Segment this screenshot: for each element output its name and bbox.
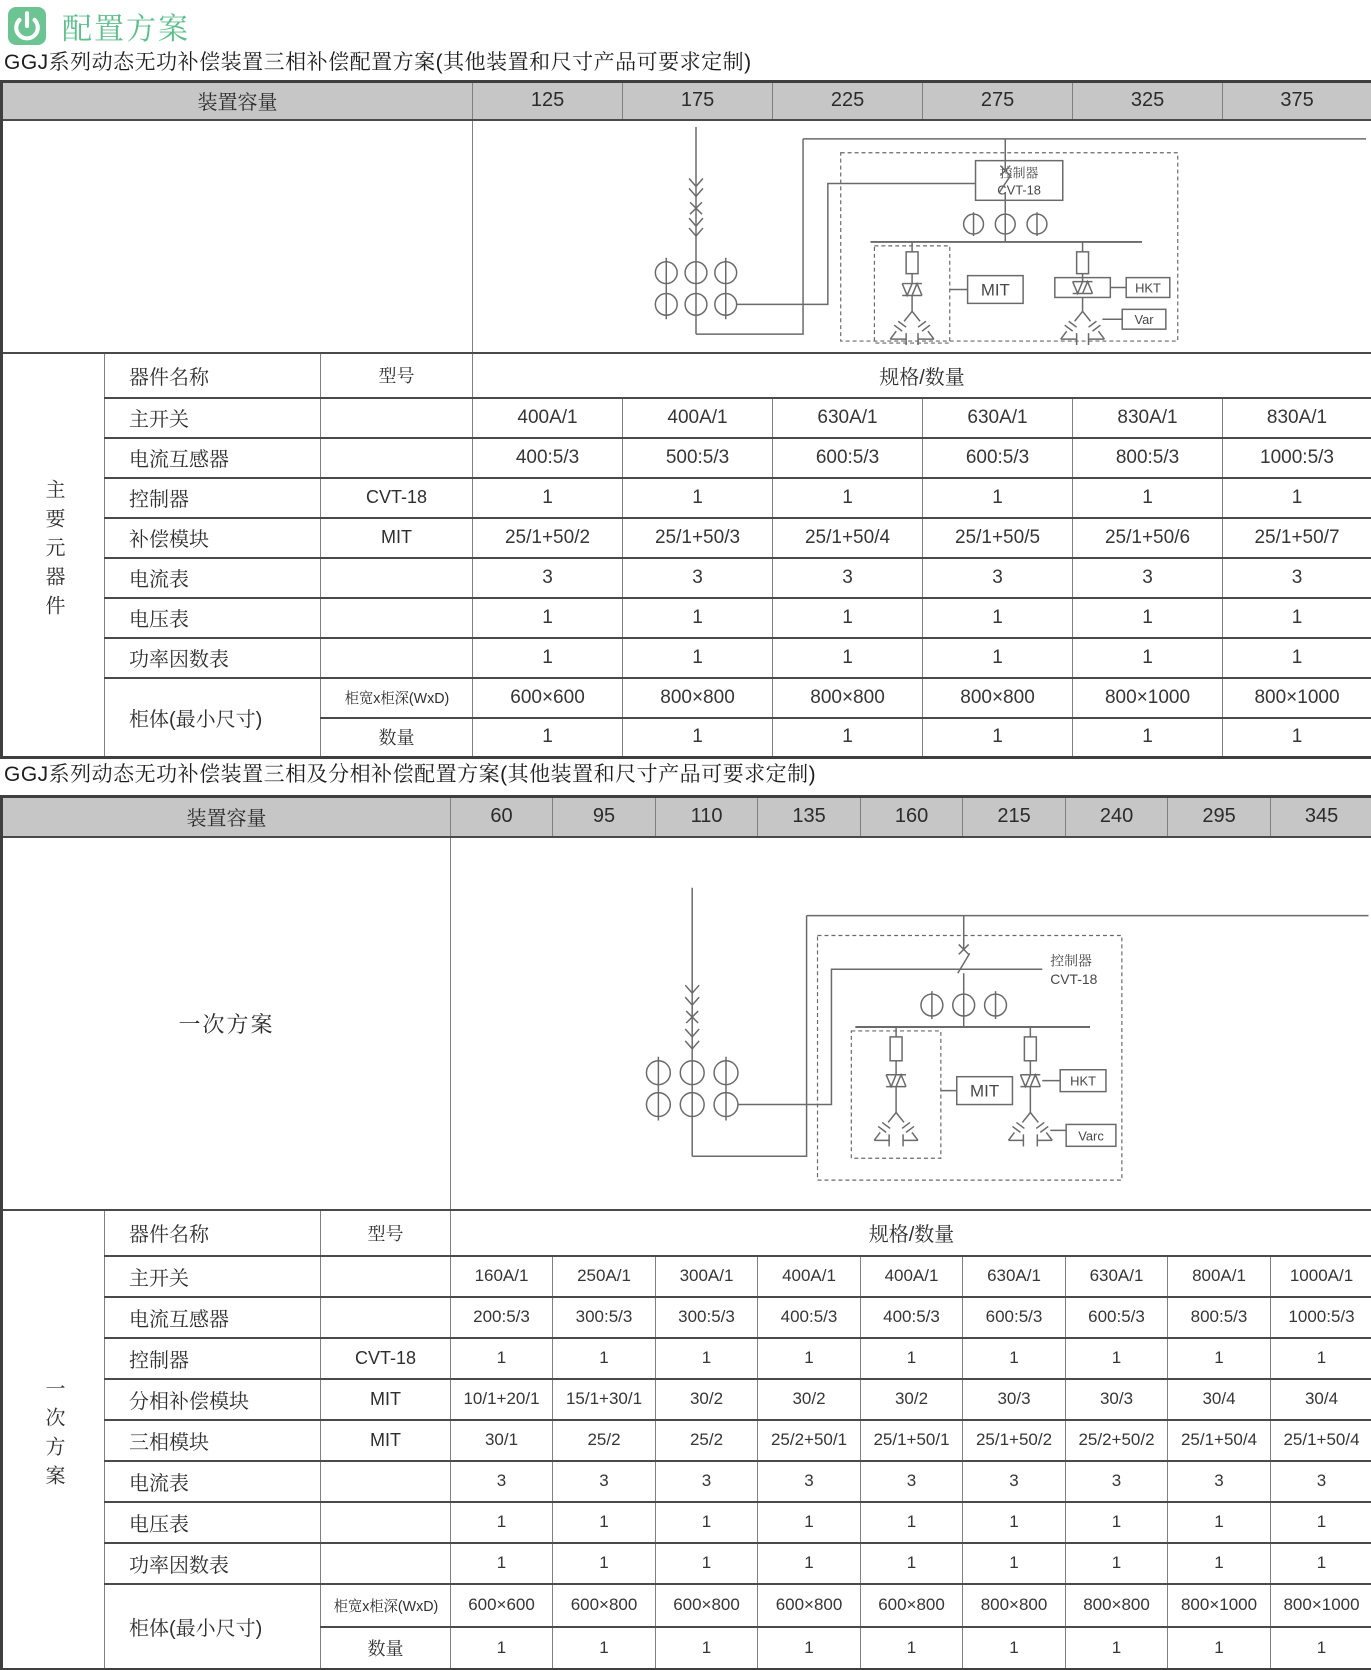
value-cell: 600:5/3 (923, 438, 1073, 478)
value-cell: 1 (861, 1338, 963, 1379)
row-label: 三相模块 (105, 1420, 321, 1461)
row-label: 功率因数表 (105, 638, 321, 678)
cabinet-label: 柜体(最小尺寸) (105, 1584, 321, 1670)
cabinet-size-row (2, 678, 1371, 718)
capacity-cell: 125 (473, 82, 623, 120)
table-row (2, 1338, 1371, 1379)
value-cell: 300A/1 (656, 1256, 758, 1297)
value-cell: 1 (1271, 1627, 1371, 1670)
value-cell: 1 (773, 638, 923, 678)
value-cell: 1 (553, 1502, 656, 1543)
value-cell: 800:5/3 (1073, 438, 1223, 478)
column-header-row (2, 353, 1371, 398)
value-cell: 800×1000 (1223, 678, 1371, 718)
diagram-row (2, 120, 1371, 353)
value-cell: 1 (773, 718, 923, 758)
value-cell: 25/2+50/2 (1066, 1420, 1168, 1461)
cabinet-size-row (2, 1584, 1371, 1627)
value-cell: 3 (758, 1461, 861, 1502)
mit-branch (874, 241, 949, 344)
value-cell: 300:5/3 (656, 1297, 758, 1338)
table-row (2, 1420, 1371, 1461)
row-label: 电流表 (105, 558, 321, 598)
value-cell: 30/1 (451, 1420, 553, 1461)
value-cell: 1 (1066, 1502, 1168, 1543)
capacity-label: 装置容量 (2, 82, 473, 120)
value-cell: 30/2 (861, 1379, 963, 1420)
cabinet-size-label: 柜宽x柜深(WxD) (324, 678, 468, 718)
value-cell: 1 (861, 1627, 963, 1670)
value-cell: 3 (656, 1461, 758, 1502)
value-cell: 25/1+50/1 (861, 1420, 963, 1461)
row-model (321, 398, 473, 438)
value-cell: 400A/1 (758, 1256, 861, 1297)
value-cell: 600:5/3 (773, 438, 923, 478)
value-cell: 1 (1066, 1543, 1168, 1584)
controller-label (1050, 952, 1097, 987)
var-label (1102, 309, 1165, 329)
row-model (321, 558, 473, 598)
row-model (321, 1256, 451, 1297)
model-header: 型号 (321, 353, 473, 398)
value-cell: 1 (473, 638, 623, 678)
value-cell: 800×1000 (1168, 1584, 1271, 1627)
value-cell: 200:5/3 (451, 1297, 553, 1338)
section2-intro: GGJ系列动态无功补偿装置三相及分相补偿配置方案(其他装置和尺寸产品可要求定制) (4, 763, 817, 786)
value-cell: 1 (623, 638, 773, 678)
value-cell: 1 (861, 1502, 963, 1543)
value-cell: 1 (656, 1627, 758, 1670)
value-cell: 1 (553, 1627, 656, 1670)
value-cell: 600×800 (656, 1584, 758, 1627)
table-row (2, 1502, 1371, 1543)
svg-text:MIT: MIT (980, 279, 1010, 299)
value-cell: 1 (1223, 478, 1371, 518)
value-cell: 25/1+50/3 (623, 518, 773, 558)
value-cell: 1 (451, 1502, 553, 1543)
value-cell: 1 (963, 1338, 1066, 1379)
capacity-cell: 375 (1223, 82, 1371, 120)
row-label: 电压表 (105, 598, 321, 638)
row-model (321, 598, 473, 638)
capacity-cell: 110 (656, 797, 758, 837)
value-cell: 600:5/3 (1066, 1297, 1168, 1338)
row-model: MIT (321, 518, 473, 558)
value-cell: 1 (451, 1338, 553, 1379)
value-cell: 1 (473, 598, 623, 638)
value-cell: 800×1000 (1073, 678, 1223, 718)
row-label: 电流互感器 (105, 438, 321, 478)
row-label: 补偿模块 (105, 518, 321, 558)
svg-text:Var: Var (1134, 311, 1154, 327)
value-cell: 1 (758, 1627, 861, 1670)
value-cell: 630A/1 (923, 398, 1073, 438)
table-row (2, 1461, 1371, 1502)
page-header (8, 4, 190, 48)
cabinet-size-label: 柜宽x柜深(WxD) (324, 1584, 448, 1627)
column-header-row (2, 1210, 1371, 1256)
value-cell: 800×800 (623, 678, 773, 718)
value-cell: 800×800 (923, 678, 1073, 718)
diagram-cell (473, 120, 1371, 353)
value-cell: 30/4 (1168, 1379, 1271, 1420)
value-cell: 600×800 (861, 1584, 963, 1627)
value-cell: 30/2 (656, 1379, 758, 1420)
capacity-label: 装置容量 (2, 797, 451, 837)
row-model: CVT-18 (321, 478, 473, 518)
table-row (2, 598, 1371, 638)
value-cell: 1 (1073, 478, 1223, 518)
value-cell: 1 (1073, 718, 1223, 758)
group-label: 主要元器件 (2, 353, 105, 758)
value-cell: 1 (1066, 1338, 1168, 1379)
row-label: 分相补偿模块 (105, 1379, 321, 1420)
value-cell: 630A/1 (963, 1256, 1066, 1297)
cabinet-qty-label: 数量 (321, 718, 473, 758)
value-cell: 1 (923, 638, 1073, 678)
value-cell: 600×600 (473, 678, 623, 718)
table-row (2, 398, 1371, 438)
value-cell: 1 (861, 1543, 963, 1584)
value-cell: 1 (623, 718, 773, 758)
value-cell: 600×800 (758, 1584, 861, 1627)
value-cell: 1 (553, 1543, 656, 1584)
mit-label (950, 275, 1023, 303)
value-cell: 1 (553, 1338, 656, 1379)
value-cell: 3 (963, 1461, 1066, 1502)
value-cell: 25/1+50/2 (473, 518, 623, 558)
value-cell: 400A/1 (861, 1256, 963, 1297)
power-icon (8, 7, 46, 45)
hkt-branch (1008, 1026, 1052, 1145)
value-cell: 1 (473, 718, 623, 758)
value-cell: 1 (1073, 638, 1223, 678)
cabinet-label: 柜体(最小尺寸) (105, 678, 321, 758)
svg-text:MIT: MIT (969, 1081, 999, 1101)
value-cell: 1 (1271, 1502, 1371, 1543)
value-cell: 830A/1 (1223, 398, 1371, 438)
row-model (321, 1297, 451, 1338)
value-cell: 1 (963, 1502, 1066, 1543)
table-row (2, 438, 1371, 478)
value-cell: 1 (923, 478, 1073, 518)
table-row (2, 518, 1371, 558)
value-cell: 400:5/3 (473, 438, 623, 478)
hkt-label (1110, 277, 1169, 297)
capacity-header-row (2, 797, 1371, 837)
row-label: 电流表 (105, 1461, 321, 1502)
value-cell: 25/2 (656, 1420, 758, 1461)
value-cell: 1 (623, 598, 773, 638)
table-row (2, 1379, 1371, 1420)
value-cell: 25/2 (553, 1420, 656, 1461)
value-cell: 1 (1168, 1543, 1271, 1584)
row-label: 电流互感器 (105, 1297, 321, 1338)
name-header: 器件名称 (105, 1210, 321, 1256)
capacity-cell: 175 (623, 82, 773, 120)
varc-label (1050, 1124, 1116, 1146)
row-label: 功率因数表 (105, 1543, 321, 1584)
value-cell: 800×800 (773, 678, 923, 718)
value-cell: 25/1+50/4 (1271, 1420, 1371, 1461)
value-cell: 400A/1 (623, 398, 773, 438)
row-model (321, 1461, 451, 1502)
value-cell: 830A/1 (1073, 398, 1223, 438)
value-cell: 3 (773, 558, 923, 598)
value-cell: 1 (473, 478, 623, 518)
value-cell: 1 (923, 718, 1073, 758)
svg-text:Varc: Varc (1077, 1127, 1104, 1143)
value-cell: 15/1+30/1 (553, 1379, 656, 1420)
diagram-row (2, 837, 1371, 1210)
value-cell: 25/1+50/4 (1168, 1420, 1271, 1461)
value-cell: 1 (773, 598, 923, 638)
group-label: 一次方案 (2, 1210, 105, 1670)
value-cell: 3 (1066, 1461, 1168, 1502)
mit-branch (851, 1026, 941, 1157)
row-model (321, 638, 473, 678)
value-cell: 3 (861, 1461, 963, 1502)
value-cell: 600×600 (451, 1584, 553, 1627)
page-title: 配置方案 (62, 13, 190, 46)
row-model: MIT (321, 1420, 451, 1461)
value-cell: 1 (1168, 1627, 1271, 1670)
value-cell: 3 (1073, 558, 1223, 598)
value-cell: 160A/1 (451, 1256, 553, 1297)
value-cell: 1 (451, 1543, 553, 1584)
value-cell: 1000A/1 (1271, 1256, 1371, 1297)
capacity-cell: 60 (451, 797, 553, 837)
mit-label (940, 1076, 1012, 1104)
value-cell: 1 (1168, 1338, 1271, 1379)
name-header: 器件名称 (105, 353, 321, 398)
value-cell: 800A/1 (1168, 1256, 1271, 1297)
value-cell: 600×800 (553, 1584, 656, 1627)
value-cell: 1 (758, 1543, 861, 1584)
value-cell: 300:5/3 (553, 1297, 656, 1338)
value-cell: 30/3 (963, 1379, 1066, 1420)
cabinet-qty-label: 数量 (321, 1627, 451, 1670)
controller-label (976, 160, 1063, 200)
value-cell: 25/1+50/6 (1073, 518, 1223, 558)
value-cell: 3 (1168, 1461, 1271, 1502)
value-cell: 30/4 (1271, 1379, 1371, 1420)
value-cell: 25/1+50/2 (963, 1420, 1066, 1461)
value-cell: 1 (963, 1543, 1066, 1584)
value-cell: 1 (656, 1543, 758, 1584)
value-cell: 1 (1168, 1502, 1271, 1543)
svg-text:控制器: 控制器 (999, 165, 1039, 180)
value-cell: 25/2+50/1 (758, 1420, 861, 1461)
capacity-cell: 160 (861, 797, 963, 837)
capacity-cell: 295 (1168, 797, 1271, 837)
capacity-cell: 275 (923, 82, 1073, 120)
current-transformers (655, 183, 975, 319)
row-label: 主开关 (105, 1256, 321, 1297)
spec-header: 规格/数量 (451, 1210, 1371, 1256)
row-model: MIT (321, 1379, 451, 1420)
value-cell: 3 (923, 558, 1073, 598)
value-cell: 800:5/3 (1168, 1297, 1271, 1338)
svg-text:HKT: HKT (1135, 279, 1161, 295)
value-cell: 1 (451, 1627, 553, 1670)
value-cell: 1 (773, 478, 923, 518)
svg-text:CVT-18: CVT-18 (1049, 970, 1097, 987)
capacity-header-row (2, 82, 1371, 120)
value-cell: 30/3 (1066, 1379, 1168, 1420)
value-cell: 1 (1223, 638, 1371, 678)
value-cell: 10/1+20/1 (451, 1379, 553, 1420)
value-cell: 1 (656, 1338, 758, 1379)
row-label: 电压表 (105, 1502, 321, 1543)
value-cell: 3 (553, 1461, 656, 1502)
single-line-diagram-1 (473, 121, 1371, 347)
cabinet-dashed-boundary (841, 152, 1178, 340)
value-cell: 3 (451, 1461, 553, 1502)
main-breaker (920, 915, 1006, 1026)
value-cell: 400A/1 (473, 398, 623, 438)
value-cell: 1 (758, 1338, 861, 1379)
value-cell: 30/2 (758, 1379, 861, 1420)
config-table-split-phase (0, 795, 1371, 1670)
capacity-cell: 225 (773, 82, 923, 120)
model-header: 型号 (321, 1210, 451, 1256)
value-cell: 1 (758, 1502, 861, 1543)
single-line-diagram-2 (452, 838, 1371, 1204)
row-model (321, 1543, 451, 1584)
value-cell: 25/1+50/4 (773, 518, 923, 558)
value-cell: 1000:5/3 (1223, 438, 1371, 478)
capacity-cell: 215 (963, 797, 1066, 837)
table-row (2, 478, 1371, 518)
row-label: 主开关 (105, 398, 321, 438)
table-row (2, 1543, 1371, 1584)
incoming-feeder (689, 126, 1366, 333)
row-label: 控制器 (105, 1338, 321, 1379)
value-cell: 500:5/3 (623, 438, 773, 478)
capacity-cell: 95 (553, 797, 656, 837)
diagram-cell (451, 837, 1371, 1210)
row-model (321, 438, 473, 478)
table-row (2, 1256, 1371, 1297)
value-cell: 1 (1223, 598, 1371, 638)
value-cell: 630A/1 (773, 398, 923, 438)
svg-text:HKT: HKT (1069, 1073, 1096, 1089)
value-cell: 3 (1223, 558, 1371, 598)
value-cell: 1 (656, 1502, 758, 1543)
value-cell: 1 (1271, 1338, 1371, 1379)
value-cell: 3 (473, 558, 623, 598)
value-cell: 630A/1 (1066, 1256, 1168, 1297)
value-cell: 1 (923, 598, 1073, 638)
row-label: 控制器 (105, 478, 321, 518)
value-cell: 1 (1223, 718, 1371, 758)
section1-intro: GGJ系列动态无功补偿装置三相补偿配置方案(其他装置和尺寸产品可要求定制) (4, 51, 752, 74)
svg-text:CVT-18: CVT-18 (997, 181, 1041, 197)
capacity-cell: 345 (1271, 797, 1371, 837)
scheme-label: 一次方案 (2, 837, 451, 1210)
capacity-cell: 135 (758, 797, 861, 837)
value-cell: 1 (1066, 1627, 1168, 1670)
value-cell: 1 (1073, 598, 1223, 638)
value-cell: 250A/1 (553, 1256, 656, 1297)
value-cell: 600:5/3 (963, 1297, 1066, 1338)
value-cell: 1000:5/3 (1271, 1297, 1371, 1338)
value-cell: 25/1+50/7 (1223, 518, 1371, 558)
value-cell: 1 (623, 478, 773, 518)
diagram-left-cell (2, 120, 473, 353)
value-cell: 800×1000 (1271, 1584, 1371, 1627)
row-model: CVT-18 (321, 1338, 451, 1379)
spec-header: 规格/数量 (473, 353, 1371, 398)
value-cell: 400:5/3 (758, 1297, 861, 1338)
svg-text:控制器: 控制器 (1049, 951, 1092, 968)
value-cell: 400:5/3 (861, 1297, 963, 1338)
hkt-label (1042, 1069, 1106, 1091)
value-cell: 3 (623, 558, 773, 598)
row-model (321, 1502, 451, 1543)
value-cell: 1 (963, 1627, 1066, 1670)
table-row (2, 558, 1371, 598)
capacity-cell: 325 (1073, 82, 1223, 120)
value-cell: 800×800 (963, 1584, 1066, 1627)
value-cell: 800×800 (1066, 1584, 1168, 1627)
value-cell: 25/1+50/5 (923, 518, 1073, 558)
config-table-three-phase (0, 80, 1371, 759)
hkt-branch (1055, 241, 1111, 344)
table-row (2, 1297, 1371, 1338)
value-cell: 1 (1271, 1543, 1371, 1584)
capacity-cell: 240 (1066, 797, 1168, 837)
table-row (2, 638, 1371, 678)
value-cell: 3 (1271, 1461, 1371, 1502)
